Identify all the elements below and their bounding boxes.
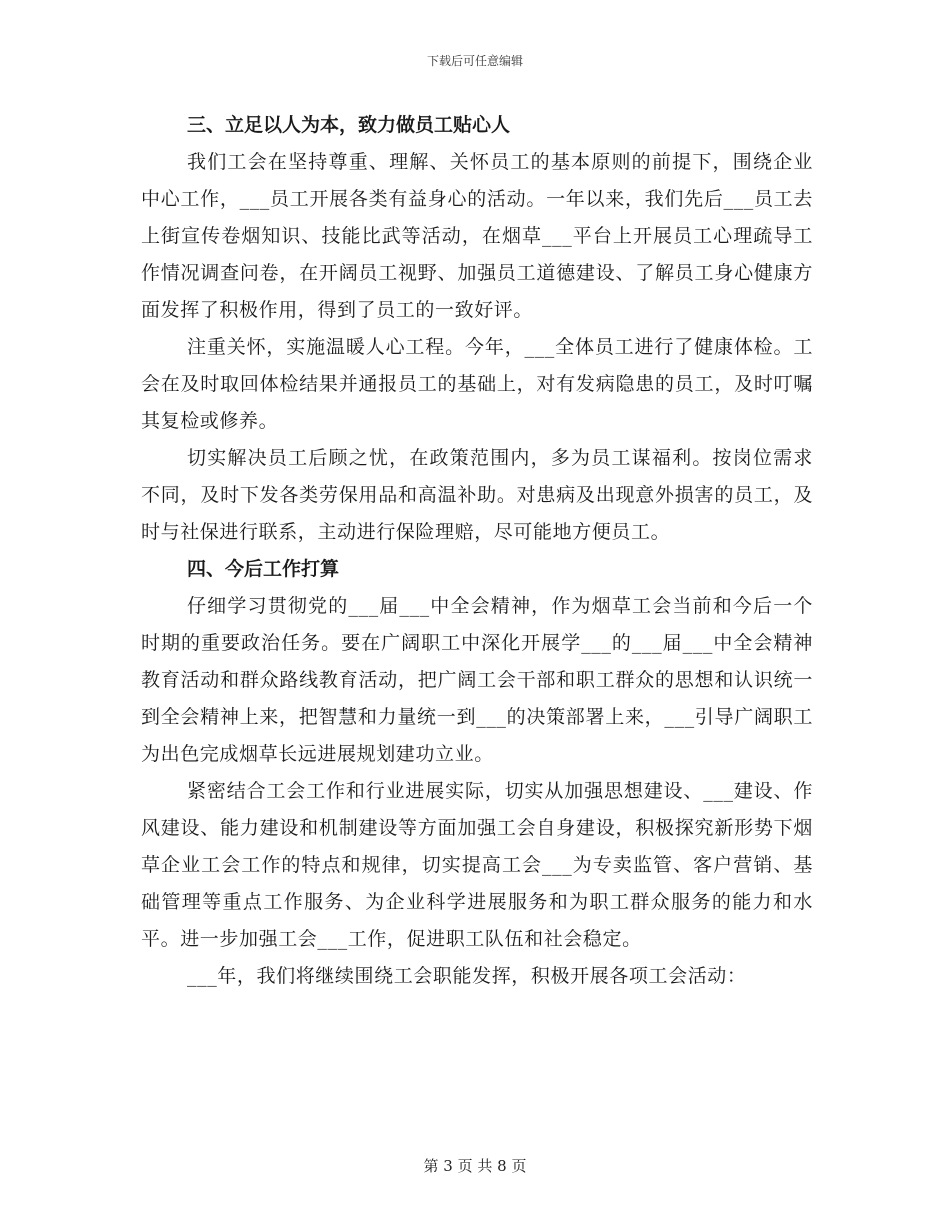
section-4-heading: 四、今后工作打算: [187, 558, 340, 580]
page-header-note: 下载后可任意编辑: [426, 54, 523, 68]
section-4-paragraph-2: 紧密结合工会工作和行业进展实际，切实从加强思想建设、___建设、作风建设、能力建设和机制建设等方面加强工会自身建设，积极探究新形势下烟草企业工会工作的特点和规律，切实提高工会___为专卖监管、客户营销、基础管理等重点工作服务、为企业科学进展服务和为职工群众服务的能力和水平。进一步加强工会___工作，促进职工队伍和社会稳定。: [141, 780, 813, 950]
section-3-paragraph-1: 我们工会在坚持尊重、理解、关怀员工的基本原则的前提下，围绕企业中心工作，___员工开展各类有益身心的活动。一年以来，我们先后___员工去上街宣传卷烟知识、技能比武等活动，在烟草___平台上开展员工心理疏导工作情况调查问卷，在开阔员工视野、加强员工道德建设、了解员工身心健康方面发挥了积极作用，得到了员工的一致好评。: [141, 151, 813, 321]
section-3-paragraph-3: 切实解决员工后顾之忧，在政策范围内，多为员工谋福利。按岗位需求不同，及时下发各类劳保用品和高温补助。对患病及出现意外损害的员工，及时与社保进行联系，主动进行保险理赔，尽可能地方便员工。: [141, 447, 813, 543]
document-body: [141, 107, 813, 995]
page-number: 第 3 页 共 8 页: [423, 1157, 527, 1175]
section-4-paragraph-3: ___年，我们将继续围绕工会职能发挥，积极开展各项工会活动：: [187, 965, 747, 987]
section-3-paragraph-2: 注重关怀，实施温暖人心工程。今年，___全体员工进行了健康体检。工会在及时取回体检结果并通报员工的基础上，对有发病隐患的员工，及时叮嘱其复检或修养。: [141, 336, 813, 432]
section-3-heading: 三、立足以人为本，致力做员工贴心人: [187, 114, 511, 136]
section-4-paragraph-1: 仔细学习贯彻党的___届___中全会精神，作为烟草工会当前和今后一个时期的重要政治任务。要在广阔职工中深化开展学___的___届___中全会精神教育活动和群众路线教育活动，把广阔工会干部和职工群众的思想和认识统一到全会精神上来，把智慧和力量统一到___的决策部署上来，___引导广阔职工为出色完成烟草长远进展规划建功立业。: [141, 595, 813, 765]
